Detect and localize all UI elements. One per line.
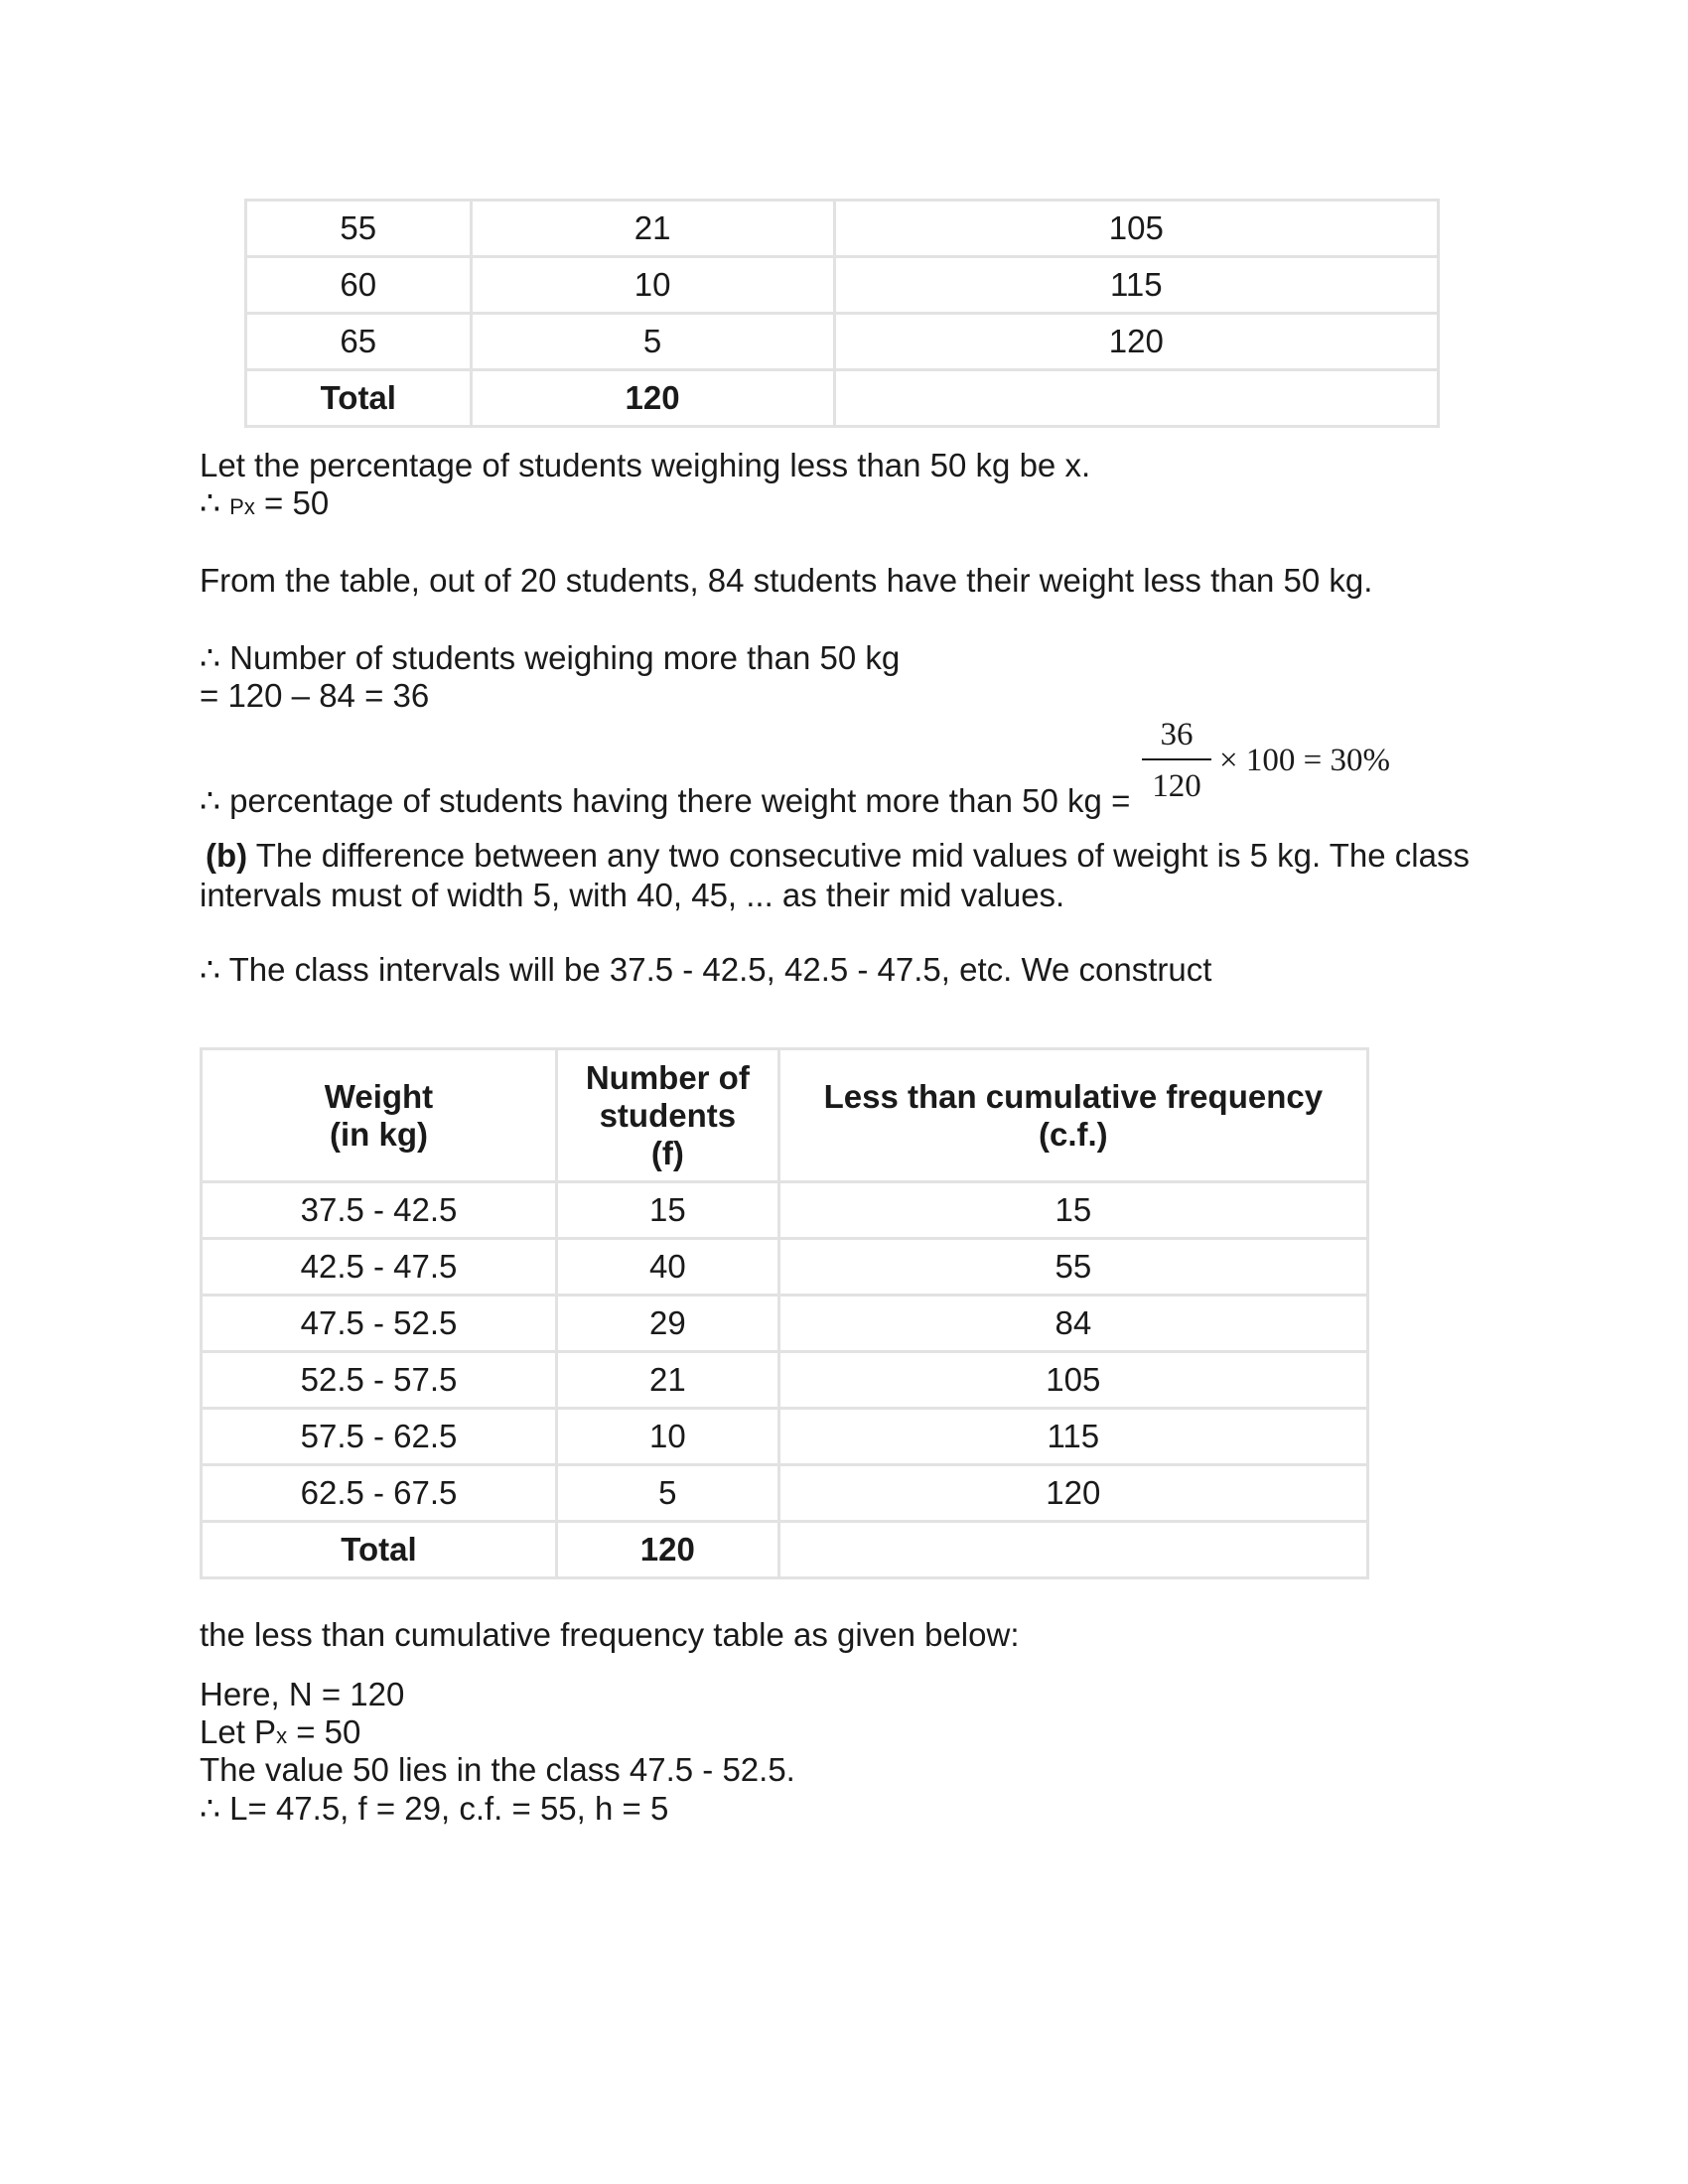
value-lies-text: The value 50 lies in the class 47.5 - 52.5. <box>200 1751 795 1788</box>
table-row <box>202 1239 1368 1296</box>
header-cumulative-frequency: Less than cumulative frequency (c.f.) <box>778 1049 1367 1182</box>
table-cell: 15 <box>557 1182 779 1239</box>
table-cell: 62.5 - 67.5 <box>202 1465 557 1522</box>
less-than-text: the less than cumulative frequency table as given below: <box>200 1616 1020 1653</box>
table-cell: 105 <box>834 201 1438 257</box>
fraction <box>1142 715 1211 806</box>
part-b-text: The difference between any two consecutive mid values of weight is 5 kg. The class <box>247 837 1470 874</box>
table-cell: 21 <box>557 1352 779 1409</box>
cumulative-table-continued <box>244 199 1440 428</box>
table-total-row <box>202 1522 1368 1578</box>
number-more-text: ∴ Number of students weighing more than 50 kg <box>200 639 901 676</box>
total-value: 120 <box>557 1522 779 1578</box>
table-row <box>202 1296 1368 1352</box>
table-cell-empty <box>834 370 1438 427</box>
table-cell: 120 <box>834 314 1438 370</box>
table-cell: 115 <box>834 257 1438 314</box>
from-table-text: From the table, out of 20 students, 84 students have their weight less than 50 kg. <box>200 562 1373 599</box>
table-cell: 120 <box>778 1465 1367 1522</box>
table-cell: 55 <box>778 1239 1367 1296</box>
part-b-label: (b) <box>206 837 248 874</box>
table-cell: 37.5 - 42.5 <box>202 1182 557 1239</box>
total-label: Total <box>202 1522 557 1578</box>
here-n-text: Here, N = 120 <box>200 1676 405 1712</box>
x-subscript: x <box>243 494 255 519</box>
table-cell-empty <box>778 1522 1367 1578</box>
table-header-row <box>202 1049 1368 1182</box>
table-cell: 57.5 - 62.5 <box>202 1409 557 1465</box>
table-cell: 40 <box>557 1239 779 1296</box>
table-cell: 60 <box>246 257 472 314</box>
equals-50: = 50 <box>264 484 330 521</box>
table-cell: 65 <box>246 314 472 370</box>
therefore-symbol: ∴ <box>200 484 220 521</box>
px-equation <box>200 483 329 522</box>
let-px-text: Let Px = 50 <box>200 1713 361 1750</box>
part-b-line1 <box>206 837 1470 875</box>
table-cell: 115 <box>778 1409 1367 1465</box>
header-weight: Weight (in kg) <box>202 1049 557 1182</box>
fraction-result: × 100 = 30% <box>1219 743 1390 778</box>
fraction-bar <box>1142 758 1211 760</box>
p-letter: P <box>229 494 244 519</box>
table-cell: 10 <box>471 257 834 314</box>
table-cell: 15 <box>778 1182 1367 1239</box>
x-subscript: x <box>276 1723 288 1748</box>
cumulative-frequency-table <box>200 1047 1369 1579</box>
values-text: ∴ L= 47.5, f = 29, c.f. = 55, h = 5 <box>200 1790 669 1827</box>
table-cell: 42.5 - 47.5 <box>202 1239 557 1296</box>
table-cell: 52.5 - 57.5 <box>202 1352 557 1409</box>
table-row <box>202 1409 1368 1465</box>
table-cell: 29 <box>557 1296 779 1352</box>
table-total-row <box>246 370 1439 427</box>
table-cell: 10 <box>557 1409 779 1465</box>
table-cell: 55 <box>246 201 472 257</box>
fraction-numerator: 36 <box>1160 717 1194 752</box>
table-row <box>202 1465 1368 1522</box>
percentage-more-text: ∴ percentage of students having there weight more than 50 kg = <box>200 782 1131 819</box>
table-row <box>246 314 1439 370</box>
table-cell: 5 <box>557 1465 779 1522</box>
fraction-denominator: 120 <box>1152 768 1201 804</box>
let-percentage-text: Let the percentage of students weighing less than 50 kg be x. <box>200 447 1091 483</box>
table-row <box>246 201 1439 257</box>
table-cell: 5 <box>471 314 834 370</box>
calc-more-text: = 120 – 84 = 36 <box>200 677 430 714</box>
table-row <box>202 1182 1368 1239</box>
part-b-line2: intervals must of width 5, with 40, 45, ... as their mid values. <box>200 877 1065 913</box>
header-number-students: Number of students (f) <box>557 1049 779 1182</box>
class-intervals-text: ∴ The class intervals will be 37.5 - 42.5, 42.5 - 47.5, etc. We construct <box>200 951 1212 988</box>
total-value: 120 <box>471 370 834 427</box>
table-cell: 21 <box>471 201 834 257</box>
total-label: Total <box>246 370 472 427</box>
table-cell: 105 <box>778 1352 1367 1409</box>
table-cell: 84 <box>778 1296 1367 1352</box>
table-row <box>246 257 1439 314</box>
table-row <box>202 1352 1368 1409</box>
table-cell: 47.5 - 52.5 <box>202 1296 557 1352</box>
